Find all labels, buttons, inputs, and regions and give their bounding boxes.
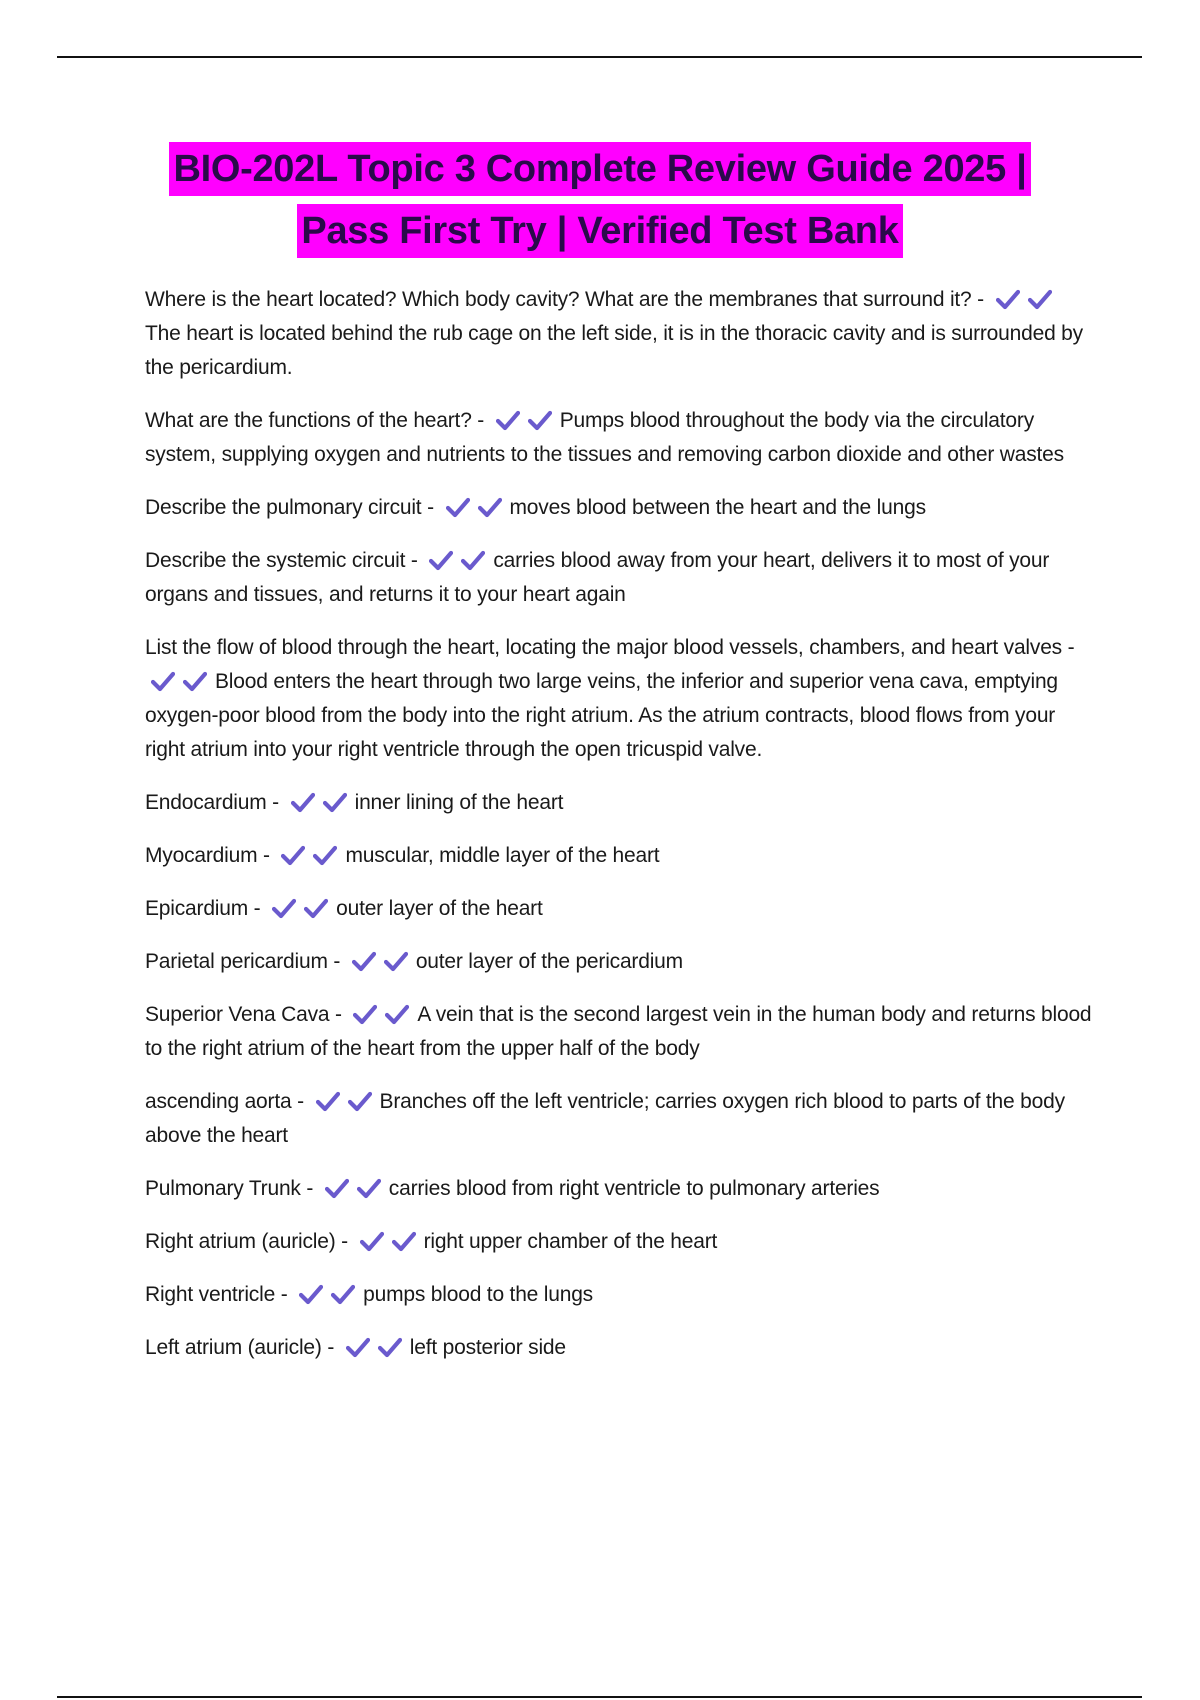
check-marks: [346, 1336, 410, 1359]
separator-dash: -: [335, 1230, 354, 1253]
check-marks: [299, 1283, 363, 1306]
checkmark-icon: [378, 1336, 402, 1358]
checkmark-icon: [446, 496, 470, 518]
qa-item: [145, 786, 1095, 820]
answer-text: outer layer of the pericardium: [415, 950, 683, 973]
question-text: Pulmonary Trunk: [145, 1177, 301, 1200]
check-marks: [316, 1090, 380, 1113]
question-text: Right ventricle: [145, 1283, 276, 1306]
answer-text: moves blood between the heart and the lungs: [509, 496, 926, 519]
checkmark-icon: [346, 1336, 370, 1358]
qa-item: [145, 998, 1095, 1066]
answer-text: Pumps blood throughout the body via the circulatory system, supplying oxygen and nutrients to the tissues and removing carbon dioxide and other wastes: [145, 409, 1064, 466]
qa-item: [145, 544, 1095, 612]
checkmark-icon: [429, 549, 453, 571]
qa-item: [145, 1331, 1095, 1365]
separator-dash: -: [471, 409, 490, 432]
bottom-rule: [57, 1696, 1142, 1698]
qa-item: [145, 631, 1095, 767]
qa-item: [145, 945, 1095, 979]
answer-text: pumps blood to the lungs: [363, 1283, 593, 1306]
separator-dash: -: [257, 844, 276, 867]
check-marks: [281, 844, 345, 867]
checkmark-icon: [272, 897, 296, 919]
checkmark-icon: [357, 1177, 381, 1199]
checkmark-icon: [392, 1230, 416, 1252]
answer-text: right upper chamber of the heart: [423, 1230, 718, 1253]
answer-text: outer layer of the heart: [336, 897, 543, 920]
checkmark-icon: [323, 791, 347, 813]
check-marks: [446, 496, 510, 519]
check-marks: [291, 791, 355, 814]
separator-dash: -: [275, 1283, 294, 1306]
question-text: Endocardium: [145, 791, 267, 814]
checkmark-icon: [304, 897, 328, 919]
checkmark-icon: [996, 288, 1020, 310]
separator-dash: -: [291, 1090, 310, 1113]
answer-text: inner lining of the heart: [354, 791, 564, 814]
question-text: ascending aorta: [145, 1090, 292, 1113]
separator-dash: -: [321, 1336, 340, 1359]
answer-text: carries blood from right ventricle to pulmonary arteries: [388, 1177, 880, 1200]
separator-dash: -: [421, 496, 440, 519]
qa-item: [145, 1085, 1095, 1153]
check-marks: [352, 950, 416, 973]
separator-dash: -: [266, 791, 285, 814]
check-marks: [353, 1003, 417, 1026]
checkmark-icon: [331, 1283, 355, 1305]
check-marks: [496, 409, 560, 432]
check-marks: [325, 1177, 389, 1200]
qa-list: [145, 283, 1095, 1384]
question-text: Myocardium: [145, 844, 258, 867]
separator-dash: -: [971, 288, 990, 311]
checkmark-icon: [151, 670, 175, 692]
qa-item: [145, 1225, 1095, 1259]
answer-text: left posterior side: [409, 1336, 566, 1359]
question-text: Where is the heart located? Which body cavity? What are the membranes that surround it?: [145, 288, 972, 311]
checkmark-icon: [496, 409, 520, 431]
qa-item: [145, 892, 1095, 926]
answer-text: muscular, middle layer of the heart: [345, 844, 660, 867]
answer-text: The heart is located behind the rub cage on the left side, it is in the thoracic cavity and is surrounded by the pericardium.: [145, 322, 1083, 379]
question-text: Parietal pericardium: [145, 950, 328, 973]
separator-dash: -: [327, 950, 346, 973]
answer-text: Blood enters the heart through two large veins, the inferior and superior vena cava, emptying oxygen-poor blood from the body into the right atrium. As the atrium contracts, blood flows from your right atrium into your right ventricle through the open tricuspid valve.: [145, 670, 1058, 761]
qa-item: [145, 1278, 1095, 1312]
checkmark-icon: [461, 549, 485, 571]
check-marks: [272, 897, 336, 920]
top-rule: [57, 56, 1142, 58]
question-text: Right atrium (auricle): [145, 1230, 336, 1253]
checkmark-icon: [385, 1003, 409, 1025]
qa-item: [145, 839, 1095, 873]
title-line-1: BIO-202L Topic 3 Complete Review Guide 2025 |: [169, 142, 1030, 196]
check-marks: [429, 549, 493, 572]
checkmark-icon: [352, 950, 376, 972]
title-line-2: Pass First Try | Verified Test Bank: [297, 204, 902, 258]
separator-dash: -: [405, 549, 424, 572]
checkmark-icon: [299, 1283, 323, 1305]
checkmark-icon: [478, 496, 502, 518]
checkmark-icon: [281, 844, 305, 866]
question-text: Describe the systemic circuit: [145, 549, 406, 572]
check-marks: [151, 670, 215, 693]
check-marks: [360, 1230, 424, 1253]
question-text: What are the functions of the heart?: [145, 409, 472, 432]
qa-item: [145, 1172, 1095, 1206]
checkmark-icon: [353, 1003, 377, 1025]
separator-dash: -: [1061, 636, 1075, 659]
question-text: Describe the pulmonary circuit: [145, 496, 422, 519]
checkmark-icon: [528, 409, 552, 431]
checkmark-icon: [348, 1090, 372, 1112]
qa-item: [145, 491, 1095, 525]
checkmark-icon: [325, 1177, 349, 1199]
separator-dash: -: [300, 1177, 319, 1200]
answer-text: A vein that is the second largest vein in the human body and returns blood to the right atrium of the heart from the upper half of the body: [145, 1003, 1092, 1060]
checkmark-icon: [183, 670, 207, 692]
checkmark-icon: [291, 791, 315, 813]
question-text: Left atrium (auricle): [145, 1336, 322, 1359]
checkmark-icon: [360, 1230, 384, 1252]
qa-item: [145, 283, 1095, 385]
question-text: List the flow of blood through the heart, locating the major blood vessels, chambers, and heart valves: [145, 636, 1062, 659]
question-text: Superior Vena Cava: [145, 1003, 330, 1026]
separator-dash: -: [329, 1003, 348, 1026]
answer-text: carries blood away from your heart, delivers it to most of your organs and tissues, and returns it to your heart again: [145, 549, 1050, 606]
check-marks: [996, 288, 1060, 311]
question-text: Epicardium: [145, 897, 249, 920]
qa-item: [145, 404, 1095, 472]
checkmark-icon: [384, 950, 408, 972]
document-title: [100, 142, 1100, 266]
checkmark-icon: [316, 1090, 340, 1112]
answer-text: Branches off the left ventricle; carries oxygen rich blood to parts of the body above the heart: [145, 1090, 1065, 1147]
checkmark-icon: [313, 844, 337, 866]
checkmark-icon: [1028, 288, 1052, 310]
separator-dash: -: [248, 897, 267, 920]
